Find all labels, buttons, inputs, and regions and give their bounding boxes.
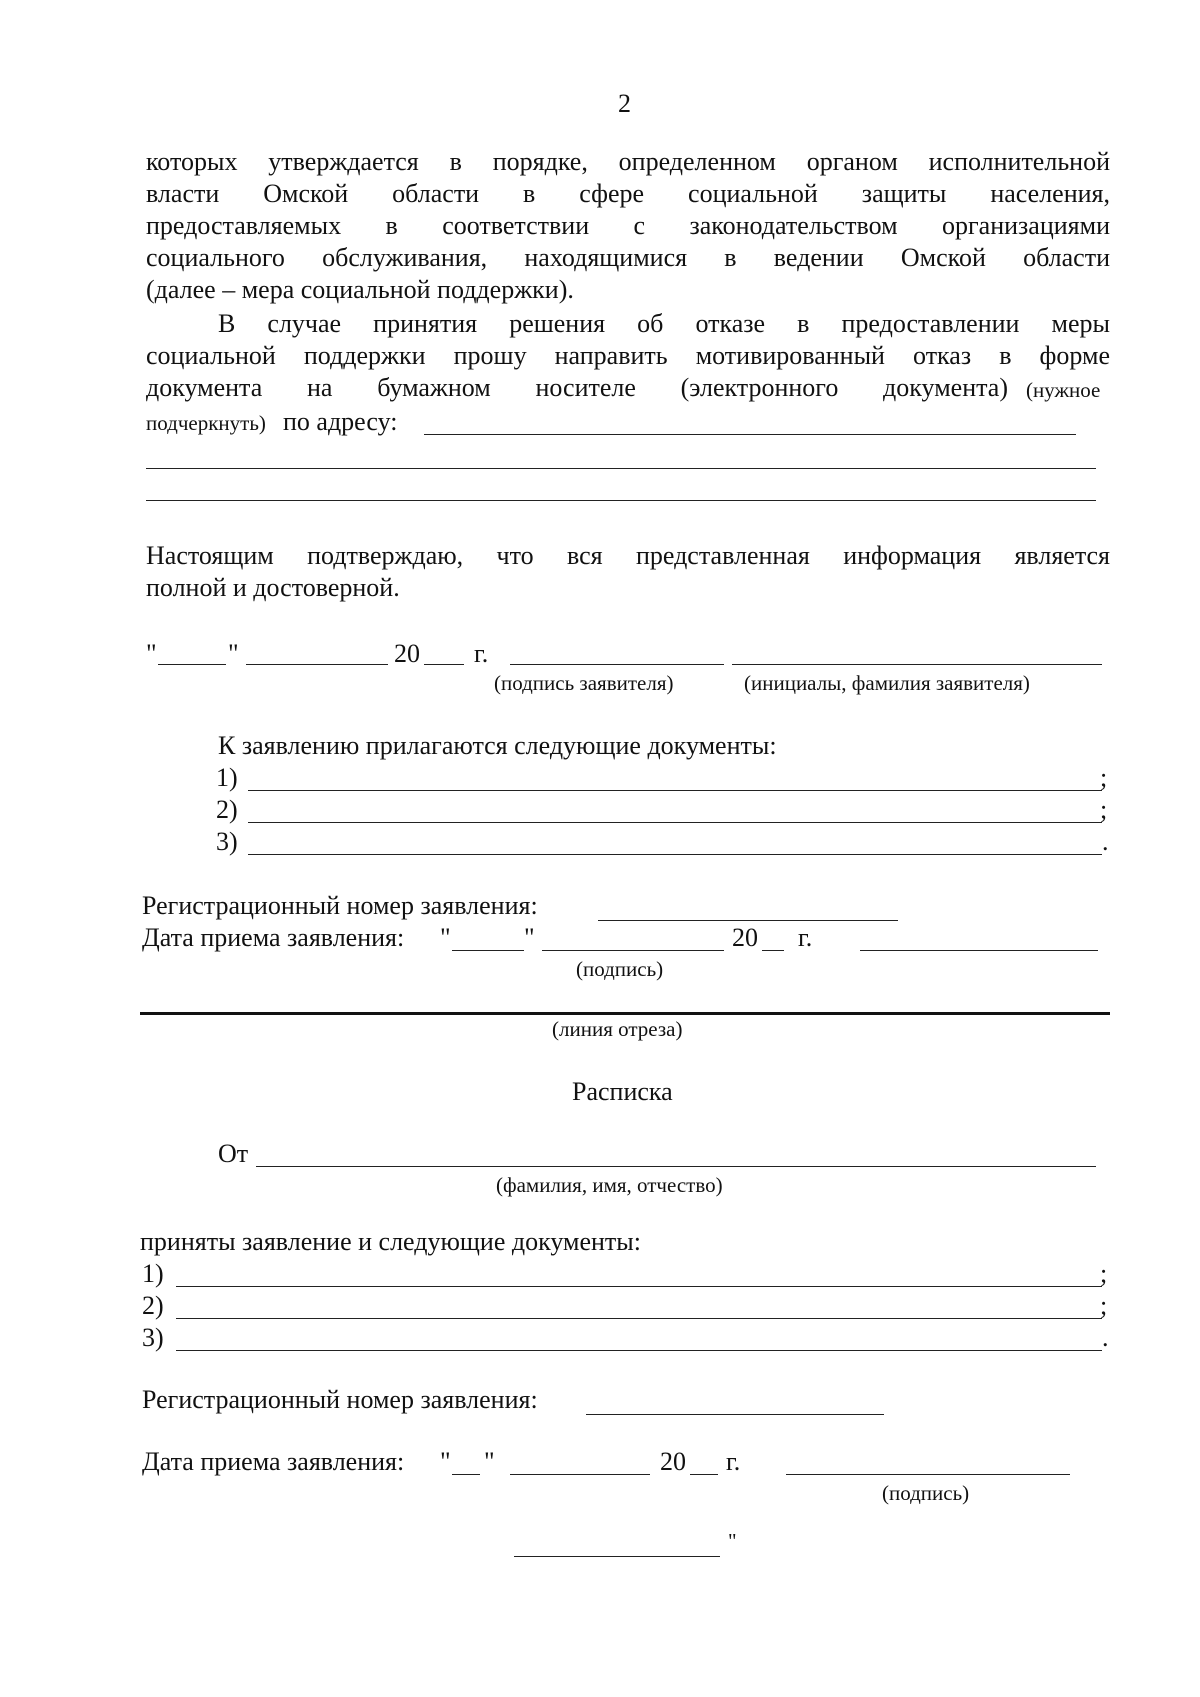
registration-number-label: Регистрационный номер заявления: bbox=[142, 891, 538, 920]
day-field[interactable] bbox=[452, 1474, 480, 1475]
paragraph-line: социальной поддержки прошу направить мотивированный отказ в форме bbox=[146, 341, 1110, 370]
receipt-date-label: Дата приема заявления: bbox=[142, 1447, 405, 1476]
paragraph-line: власти Омской области в сфере социальной защиты населения, bbox=[146, 179, 1110, 208]
signature-caption: (подпись заявителя) bbox=[494, 671, 674, 695]
attachment-number: 1) bbox=[216, 763, 238, 792]
attachment-end: ; bbox=[1100, 795, 1108, 824]
applicant-name-field[interactable] bbox=[732, 664, 1102, 665]
paragraph-line: В случае принятия решения об отказе в предоставлении меры bbox=[218, 309, 1110, 338]
receipt-item-number: 2) bbox=[142, 1291, 164, 1320]
attachment-number: 2) bbox=[216, 795, 238, 824]
quote-mark: " bbox=[146, 639, 157, 668]
paragraph-line: документа на бумажном носителе (электронного документа) bbox=[146, 373, 1008, 402]
address-line[interactable] bbox=[424, 434, 1076, 435]
paragraph-line: (далее – мера социальной поддержки). bbox=[146, 275, 574, 304]
paragraph-line: социального обслуживания, находящимися в ведении Омской области bbox=[146, 243, 1110, 272]
address-line[interactable] bbox=[146, 468, 1096, 469]
from-field[interactable] bbox=[256, 1166, 1096, 1167]
year-suffix: г. bbox=[474, 639, 489, 668]
receipt-number-field[interactable] bbox=[586, 1414, 884, 1415]
receipt-item-field[interactable] bbox=[176, 1318, 1102, 1319]
receipt-title: Расписка bbox=[572, 1077, 673, 1106]
registration-number-field[interactable] bbox=[598, 920, 898, 921]
quote-mark: " bbox=[440, 923, 451, 952]
month-field[interactable] bbox=[246, 664, 388, 665]
signature-field[interactable] bbox=[860, 950, 1098, 951]
year-field[interactable] bbox=[690, 1474, 718, 1475]
receipt-number-label: Регистрационный номер заявления: bbox=[142, 1385, 538, 1414]
year-suffix: г. bbox=[726, 1447, 741, 1476]
date-received-label: Дата приема заявления: bbox=[142, 923, 405, 952]
cut-line-caption: (линия отреза) bbox=[552, 1017, 683, 1041]
year-prefix: 20 bbox=[732, 923, 758, 952]
receipt-item-field[interactable] bbox=[176, 1350, 1102, 1351]
year-suffix: г. bbox=[798, 923, 813, 952]
attachments-heading: К заявлению прилагаются следующие документы: bbox=[218, 731, 777, 760]
cut-line bbox=[140, 1012, 1110, 1015]
year-prefix: 20 bbox=[394, 639, 420, 668]
month-field[interactable] bbox=[542, 950, 724, 951]
day-field[interactable] bbox=[452, 950, 524, 951]
receipt-item-end: ; bbox=[1100, 1259, 1108, 1288]
accepted-heading: приняты заявление и следующие документы: bbox=[140, 1227, 641, 1256]
paragraph-line: которых утверждается в порядке, определенном органом исполнительной bbox=[146, 147, 1110, 176]
attachment-field[interactable] bbox=[248, 790, 1102, 791]
quote-mark: " bbox=[228, 639, 239, 668]
quote-mark: " bbox=[484, 1447, 495, 1476]
attachment-field[interactable] bbox=[248, 822, 1102, 823]
paragraph-note: (нужное bbox=[1026, 378, 1101, 402]
confirmation-line: Настоящим подтверждаю, что вся представленная информация является bbox=[146, 541, 1110, 570]
attachment-field[interactable] bbox=[248, 854, 1102, 855]
closing-quote: " bbox=[728, 1529, 737, 1553]
receipt-item-number: 3) bbox=[142, 1323, 164, 1352]
year-prefix: 20 bbox=[660, 1447, 686, 1476]
year-field[interactable] bbox=[762, 950, 784, 951]
address-label: по адресу: bbox=[283, 407, 398, 436]
address-line[interactable] bbox=[146, 500, 1096, 501]
attachment-end: ; bbox=[1100, 763, 1108, 792]
confirmation-line: полной и достоверной. bbox=[146, 573, 400, 602]
signature-caption: (подпись) bbox=[882, 1481, 970, 1505]
from-caption: (фамилия, имя, отчество) bbox=[496, 1173, 723, 1197]
receipt-item-end: . bbox=[1102, 1323, 1109, 1352]
month-field[interactable] bbox=[510, 1474, 650, 1475]
receipt-item-number: 1) bbox=[142, 1259, 164, 1288]
page-number: 2 bbox=[618, 89, 631, 118]
quote-mark: " bbox=[524, 923, 535, 952]
signature-field[interactable] bbox=[786, 1474, 1070, 1475]
applicant-signature-field[interactable] bbox=[510, 664, 724, 665]
year-field[interactable] bbox=[424, 664, 464, 665]
attachment-number: 3) bbox=[216, 827, 238, 856]
attachment-end: . bbox=[1102, 827, 1109, 856]
name-caption: (инициалы, фамилия заявителя) bbox=[744, 671, 1030, 695]
paragraph-note: подчеркнуть) bbox=[146, 411, 266, 435]
receipt-item-end: ; bbox=[1100, 1291, 1108, 1320]
quote-mark: " bbox=[440, 1447, 451, 1476]
closing-line bbox=[514, 1556, 720, 1557]
paragraph-line: предоставляемых в соответствии с законодательством организациями bbox=[146, 211, 1110, 240]
from-label: От bbox=[218, 1139, 249, 1168]
receipt-item-field[interactable] bbox=[176, 1286, 1102, 1287]
signature-caption: (подпись) bbox=[576, 957, 664, 981]
day-field[interactable] bbox=[158, 664, 226, 665]
